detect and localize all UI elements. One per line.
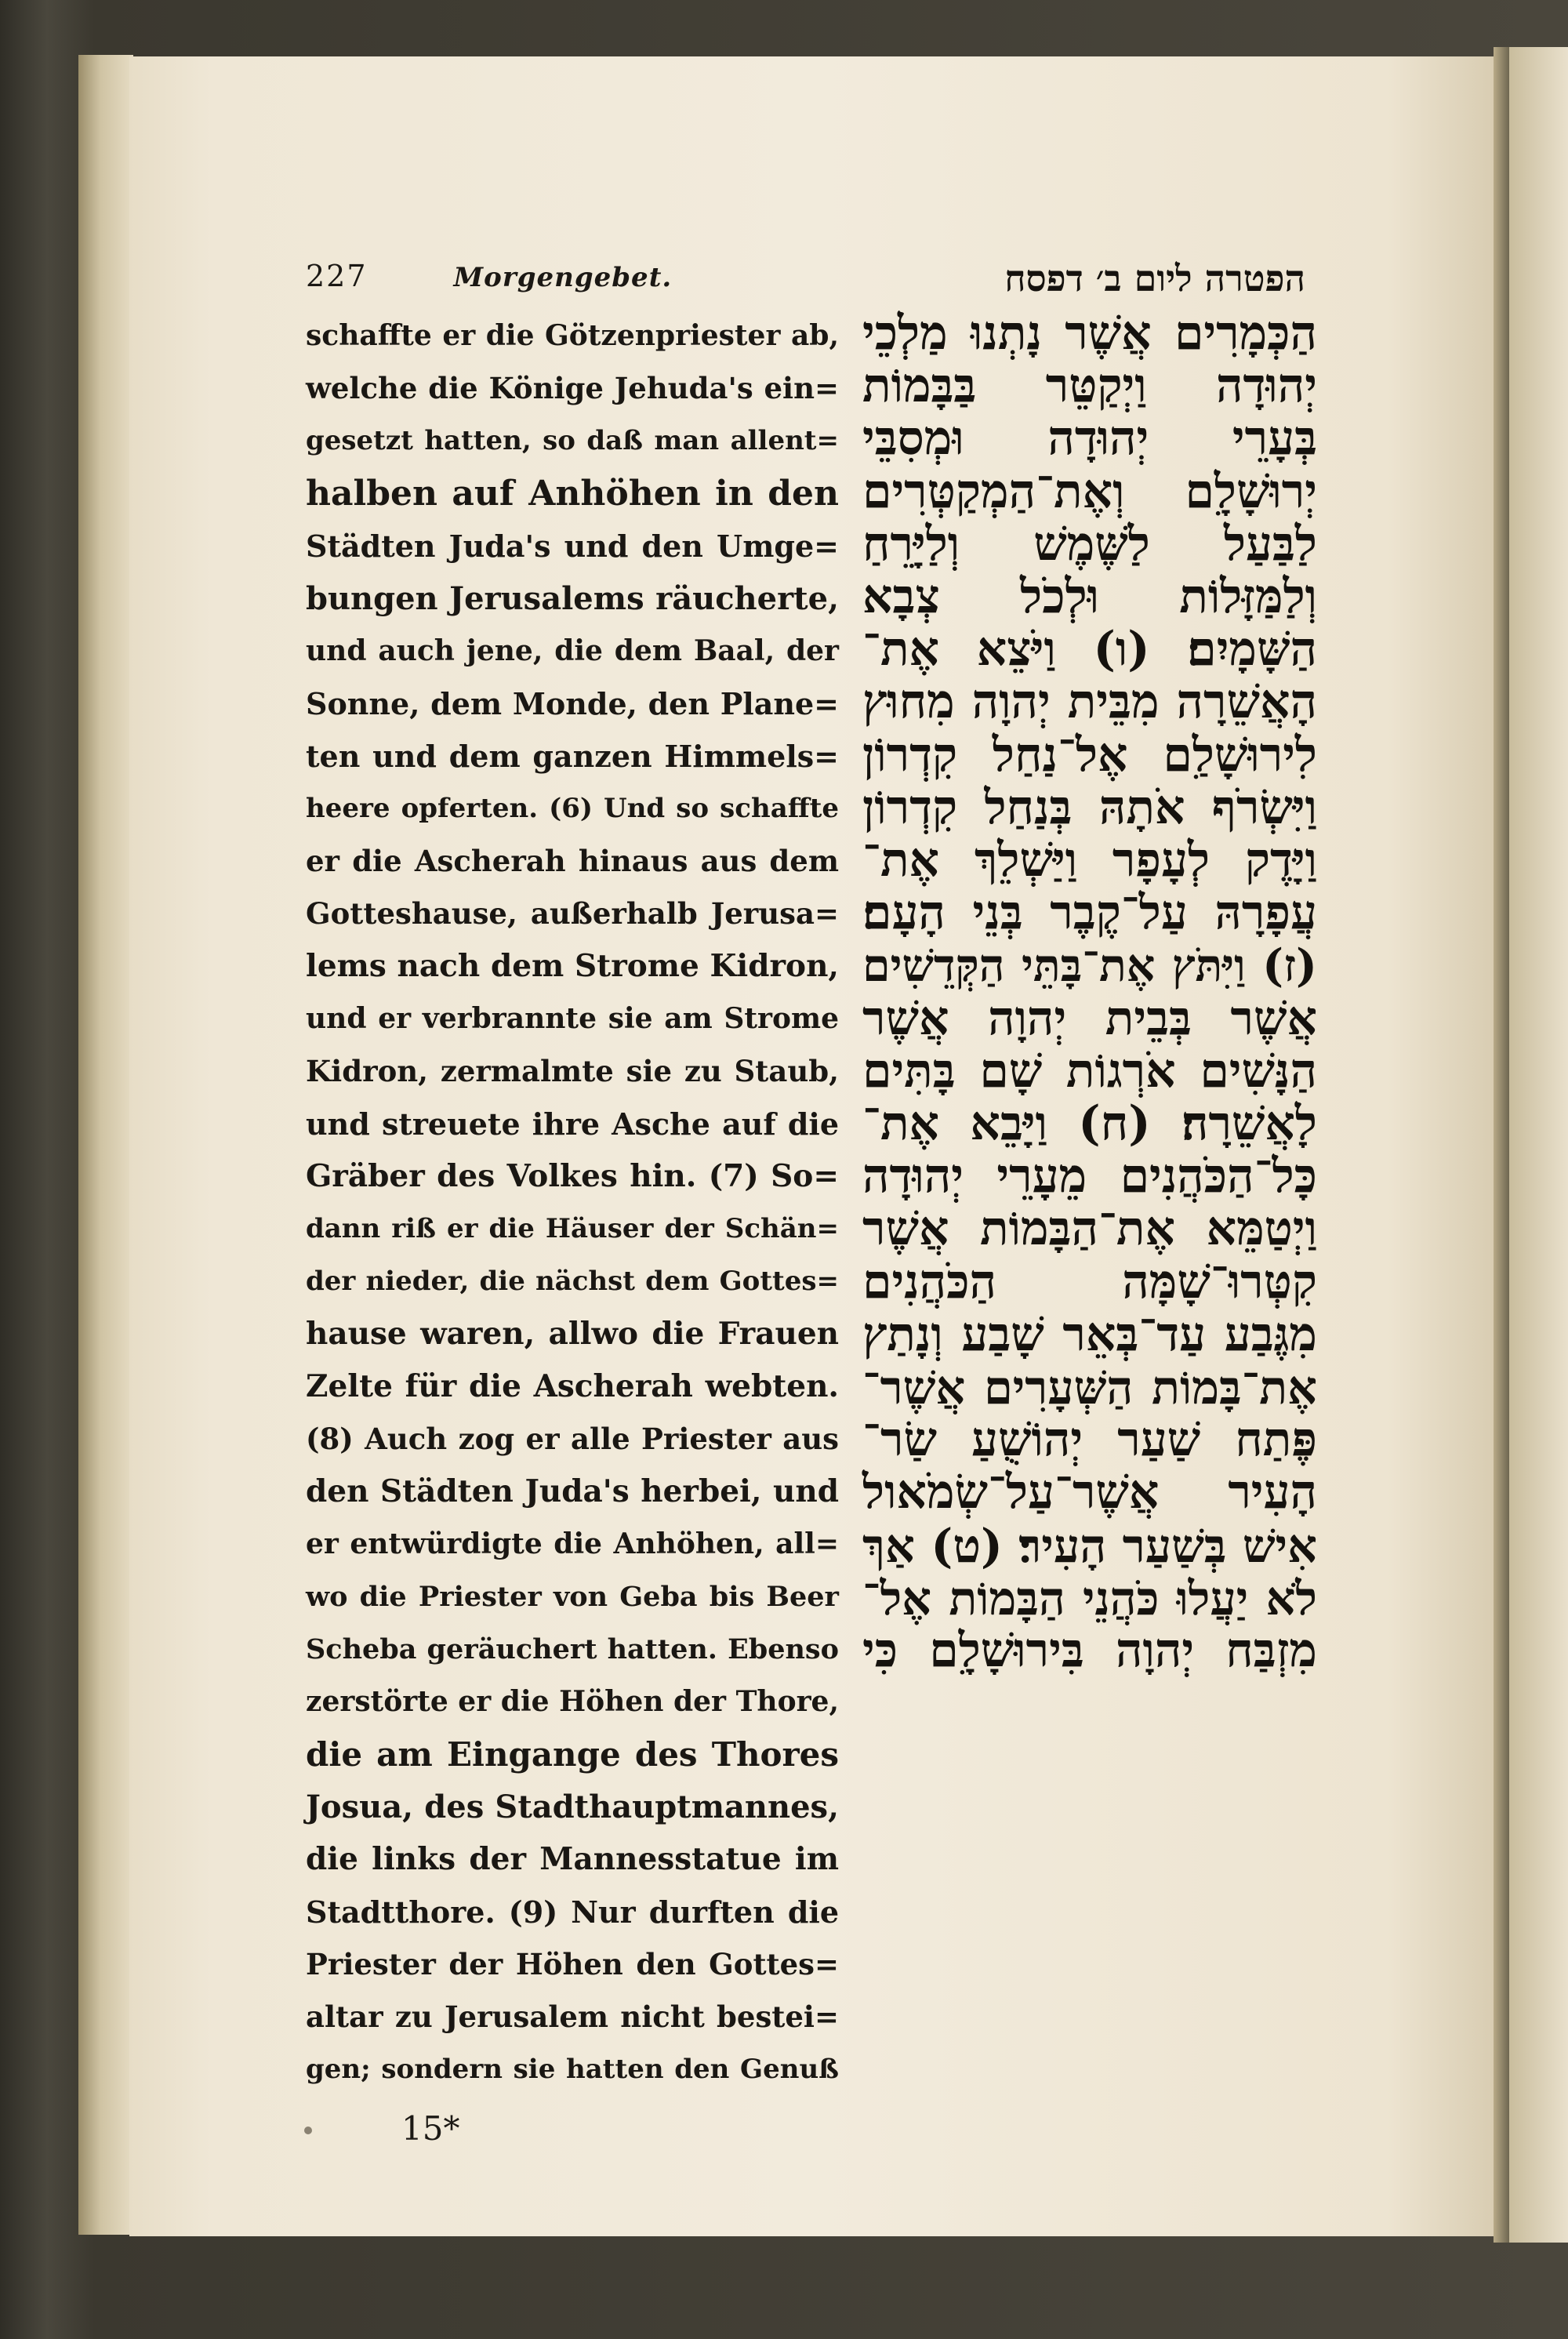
hebrew-text-line: בְּעָרֵי יְהוּדָה וּמְסִבֵּי [862, 411, 1317, 467]
hebrew-text-line: לַבַּעַל לַשֶּׁמֶשׁ וְלַיָּרֵחַ [862, 516, 1317, 572]
hebrew-text-line: הַנָּשִׁים אֹרְגוֹת שָׁם בָּתִּים [862, 1043, 1317, 1099]
german-text-line: Scheba geräuchert hatten. Ebenso [306, 1633, 839, 1665]
german-text-line: (8) Auch zog er alle Priester aus [306, 1422, 839, 1456]
german-text-line: er die Ascherah hinaus aus dem [306, 844, 839, 878]
hebrew-text-line: וַיָּדֶק לְעָפָר וַיַּשְׁלֵךְ אֶת־ [862, 833, 1317, 888]
german-text-line: dann riß er die Häuser der Schän= [306, 1213, 839, 1244]
german-text-line: und streuete ihre Asche auf die [306, 1106, 839, 1142]
hebrew-text-line: הַכְּמָרִים אֲשֶׁר נָתְנוּ מַלְכֵי [862, 306, 1317, 361]
page-number: 227 [306, 259, 368, 293]
hebrew-text-line: אֶת־בָּמוֹת הַשְּׁעָרִים אֲשֶׁר־ [862, 1360, 1317, 1415]
signature-mark: 15* [401, 2109, 460, 2148]
next-page-edge [1509, 47, 1568, 2243]
book-gutter [1494, 47, 1509, 2243]
german-text-line: die links der Mannesstatue im [306, 1841, 839, 1877]
german-text-line: und er verbrannte sie am Strome [306, 1002, 839, 1035]
german-text-line: wo die Priester von Geba bis Beer [306, 1581, 839, 1613]
hebrew-text-line: הַשָּׁמָיִם׃ (ו) וַיֹּצֵא אֶת־ [862, 622, 1317, 677]
german-text-line: der nieder, die nächst dem Gottes= [306, 1266, 839, 1297]
german-text-line: Kidron, zermalmte sie zu Staub, [306, 1054, 839, 1088]
hebrew-text-line: פֶּתַח שַׁעַר יְהוֹשֻׁעַ שַׂר־ [862, 1412, 1317, 1468]
german-text-line: lems nach dem Strome Kidron, [306, 948, 839, 984]
german-text-line: gesetzt hatten, so daß man allent= [306, 425, 839, 456]
hebrew-text-line: מִזְבַּח יְהוָה בִּירוּשָׁלָ͏ִם כִּי [862, 1623, 1317, 1679]
page-edge [78, 55, 133, 2235]
german-text-line: Sonne, dem Monde, den Plane= [306, 686, 839, 721]
hebrew-text-column [862, 307, 1317, 1677]
running-title: Morgengebet. [453, 262, 673, 293]
hebrew-running-title: הפטרה ליום ב׳ דפסח [1004, 257, 1305, 300]
german-text-line: Städten Juda's und den Umge= [306, 528, 839, 564]
hebrew-text-line: עֲפָרָהּ עַל־קֶבֶר בְּנֵי הָעָם׃ [862, 885, 1317, 941]
german-text-line: welche die Könige Jehuda's ein= [306, 371, 839, 405]
german-text-line: hause waren, allwo die Frauen [306, 1316, 839, 1352]
german-text-line: halben auf Anhöhen in den [306, 474, 839, 514]
hebrew-text-line: לָאֲשֵׁרָה׃ (ח) וַיָּבֵא אֶת־ [862, 1096, 1317, 1152]
german-text-line: Stadtthore. (9) Nur durften die [306, 1894, 839, 1930]
german-text-line: schaffte er die Götzenpriester ab, [306, 319, 839, 352]
german-text-line: er entwürdigte die Anhöhen, all= [306, 1527, 839, 1560]
hebrew-text-line: אִישׁ בְּשַׁעַר הָעִיר׃ (ט) אַךְ [862, 1518, 1317, 1573]
hebrew-text-line: קִטְּרוּ־שָׁמָּה הַכֹּהֲנִים [862, 1254, 1317, 1309]
hebrew-text-line: הָעִיר אֲשֶׁר־עַל־שְׂמֹאול [862, 1465, 1317, 1520]
hebrew-text-line: יְהוּדָה וַיְקַטֵּר בַּבָּמוֹת [862, 358, 1317, 414]
running-header [306, 259, 672, 293]
hebrew-text-line: כָּל־הַכֹּהֲנִים מֵעָרֵי יְהוּדָה [862, 1149, 1317, 1204]
german-text-line: zerstörte er die Höhen der Thore, [306, 1685, 839, 1718]
german-text-line: Zelte für die Ascherah webten. [306, 1368, 839, 1404]
hebrew-text-line: מִגֶּבַע עַד־בְּאֵר שָׁבַע וְנָתַץ [862, 1306, 1317, 1362]
hebrew-text-line: וַיְטַמֵּא אֶת־הַבָּמוֹת אֲשֶׁר [862, 1201, 1317, 1257]
german-text-line: gen; sondern sie hatten den Genuß [306, 2054, 839, 2085]
hebrew-text-line: לִירוּשָׁלַ͏ִם אֶל־נַחַל קִדְרוֹן [862, 727, 1317, 783]
german-text-line: und auch jene, die dem Baal, der [306, 634, 839, 667]
hebrew-text-line: הָאֲשֵׁרָה מִבֵּית יְהוָה מִחוּץ [862, 674, 1317, 730]
hebrew-text-line: (ז) וַיִּתֹּץ אֶת־בָּתֵּי הַקְּדֵשִׁים [862, 939, 1317, 993]
german-text-line: Gotteshause, außerhalb Jerusa= [306, 896, 839, 931]
german-text-line: Josua, des Stadthauptmannes, [306, 1789, 839, 1825]
german-text-line: Gräber des Volkes hin. (7) So= [306, 1158, 839, 1194]
hebrew-text-line: וְלַמַּזָּלוֹת וּלְכֹל צְבָא [862, 569, 1317, 625]
german-text-line: den Städten Juda's herbei, und [306, 1473, 839, 1509]
ink-speck [304, 2127, 312, 2134]
hebrew-text-line: לֹא יַעֲלוּ כֹּהֲנֵי הַבָּמוֹת אֶל־ [862, 1571, 1317, 1625]
german-text-line: die am Eingange des Thores [306, 1735, 839, 1774]
german-text-line: Priester der Höhen den Gottes= [306, 1947, 839, 1981]
german-text-line: heere opferten. (6) Und so schaffte [306, 793, 839, 824]
german-text-column [306, 310, 839, 2096]
german-text-line: bungen Jerusalems räucherte, [306, 580, 839, 617]
hebrew-text-line: וַיִּשְׂרֹף אֹתָהּ בְּנַחַל קִדְרוֹן [862, 779, 1317, 835]
hebrew-text-line: יְרוּשָׁלָ͏ִם וְאֶת־הַמְקַטְּרִים [862, 463, 1317, 519]
german-text-line: ten und dem ganzen Himmels= [306, 739, 839, 774]
german-text-line: altar zu Jerusalem nicht bestei= [306, 1999, 839, 2034]
hebrew-text-line: אֲשֶׁר בְּבֵית יְהוָה אֲשֶׁר [862, 990, 1317, 1046]
